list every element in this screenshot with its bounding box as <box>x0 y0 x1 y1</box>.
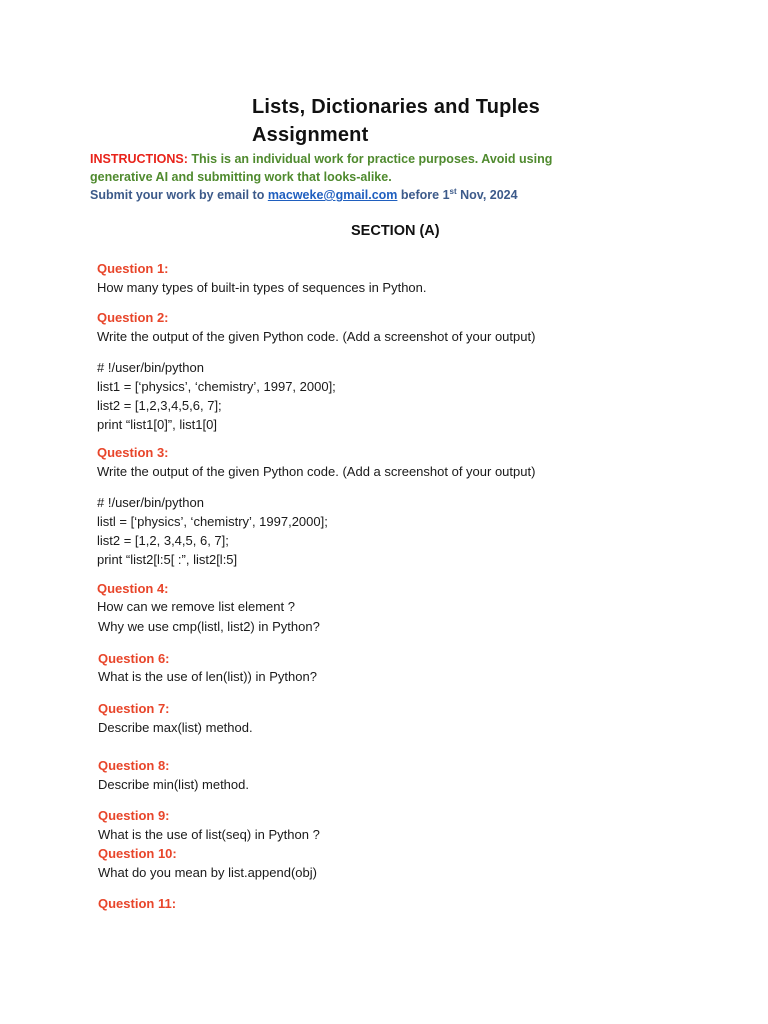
question-label: Question 11: <box>98 896 177 911</box>
code-line: listl = [‘physics’, ‘chemistry’, 1997,2000]; <box>97 514 328 529</box>
question-label: Question 10: <box>98 846 177 861</box>
question-text: Describe min(list) method. <box>98 777 249 792</box>
code-line: # !/user/bin/python <box>97 495 204 510</box>
code-line: # !/user/bin/python <box>97 360 204 375</box>
question-text: What is the use of len(list)) in Python? <box>98 669 317 684</box>
code-line: print “list1[0]”, list1[0] <box>97 417 217 432</box>
question-label: Question 9: <box>98 808 170 823</box>
submit-before: before 1 <box>397 188 450 202</box>
code-line: list2 = [1,2,3,4,5,6, 7]; <box>97 398 222 413</box>
title-word: and <box>433 96 471 118</box>
question-label: Question 2: <box>97 310 169 325</box>
submit-line <box>90 188 518 202</box>
instructions-label: INSTRUCTIONS: <box>90 152 188 166</box>
question-label: Question 8: <box>98 758 170 773</box>
question-text: How can we remove list element ? <box>97 599 295 614</box>
submit-date: Nov, 2024 <box>456 188 518 202</box>
submit-superscript: st <box>449 187 457 196</box>
question-text: Write the output of the given Python code. (Add a screenshot of your output) <box>97 329 536 344</box>
title-word: Tuples <box>475 96 540 118</box>
question-label: Question 6: <box>98 651 170 666</box>
question-label: Question 3: <box>97 445 169 460</box>
instructions-line1 <box>90 152 552 166</box>
question-text: How many types of built-in types of sequences in Python. <box>97 280 427 295</box>
code-line: print “list2[l:5[ :”, list2[l:5] <box>97 552 238 567</box>
title-word: Lists, <box>252 96 306 118</box>
question-label: Question 7: <box>98 701 170 716</box>
title-word: Dictionaries <box>311 96 429 118</box>
instructions-text: This is an individual work for practice purposes. Avoid using <box>187 152 553 166</box>
question-label: Question 4: <box>97 581 169 596</box>
submit-prefix: Submit your work by email to <box>90 188 268 202</box>
section-heading: SECTION (A) <box>351 223 440 239</box>
instructions-line2: generative AI and submitting work that looks-alike. <box>90 170 392 184</box>
code-line: list1 = [‘physics’, ‘chemistry’, 1997, 2000]; <box>97 379 336 394</box>
question-text: Why we use cmp(listl, list2) in Python? <box>98 619 320 634</box>
question-label: Question 1: <box>97 261 169 276</box>
document-title-line2: Assignment <box>252 124 369 146</box>
question-text: Write the output of the given Python code. (Add a screenshot of your output) <box>97 464 536 479</box>
question-text: What do you mean by list.append(obj) <box>98 865 317 880</box>
document-title-line1 <box>252 96 540 119</box>
question-text: What is the use of list(seq) in Python ? <box>98 827 320 842</box>
question-text: Describe max(list) method. <box>98 720 253 735</box>
code-line: list2 = [1,2, 3,4,5, 6, 7]; <box>97 533 229 548</box>
email-link[interactable]: macweke@gmail.com <box>267 188 398 202</box>
